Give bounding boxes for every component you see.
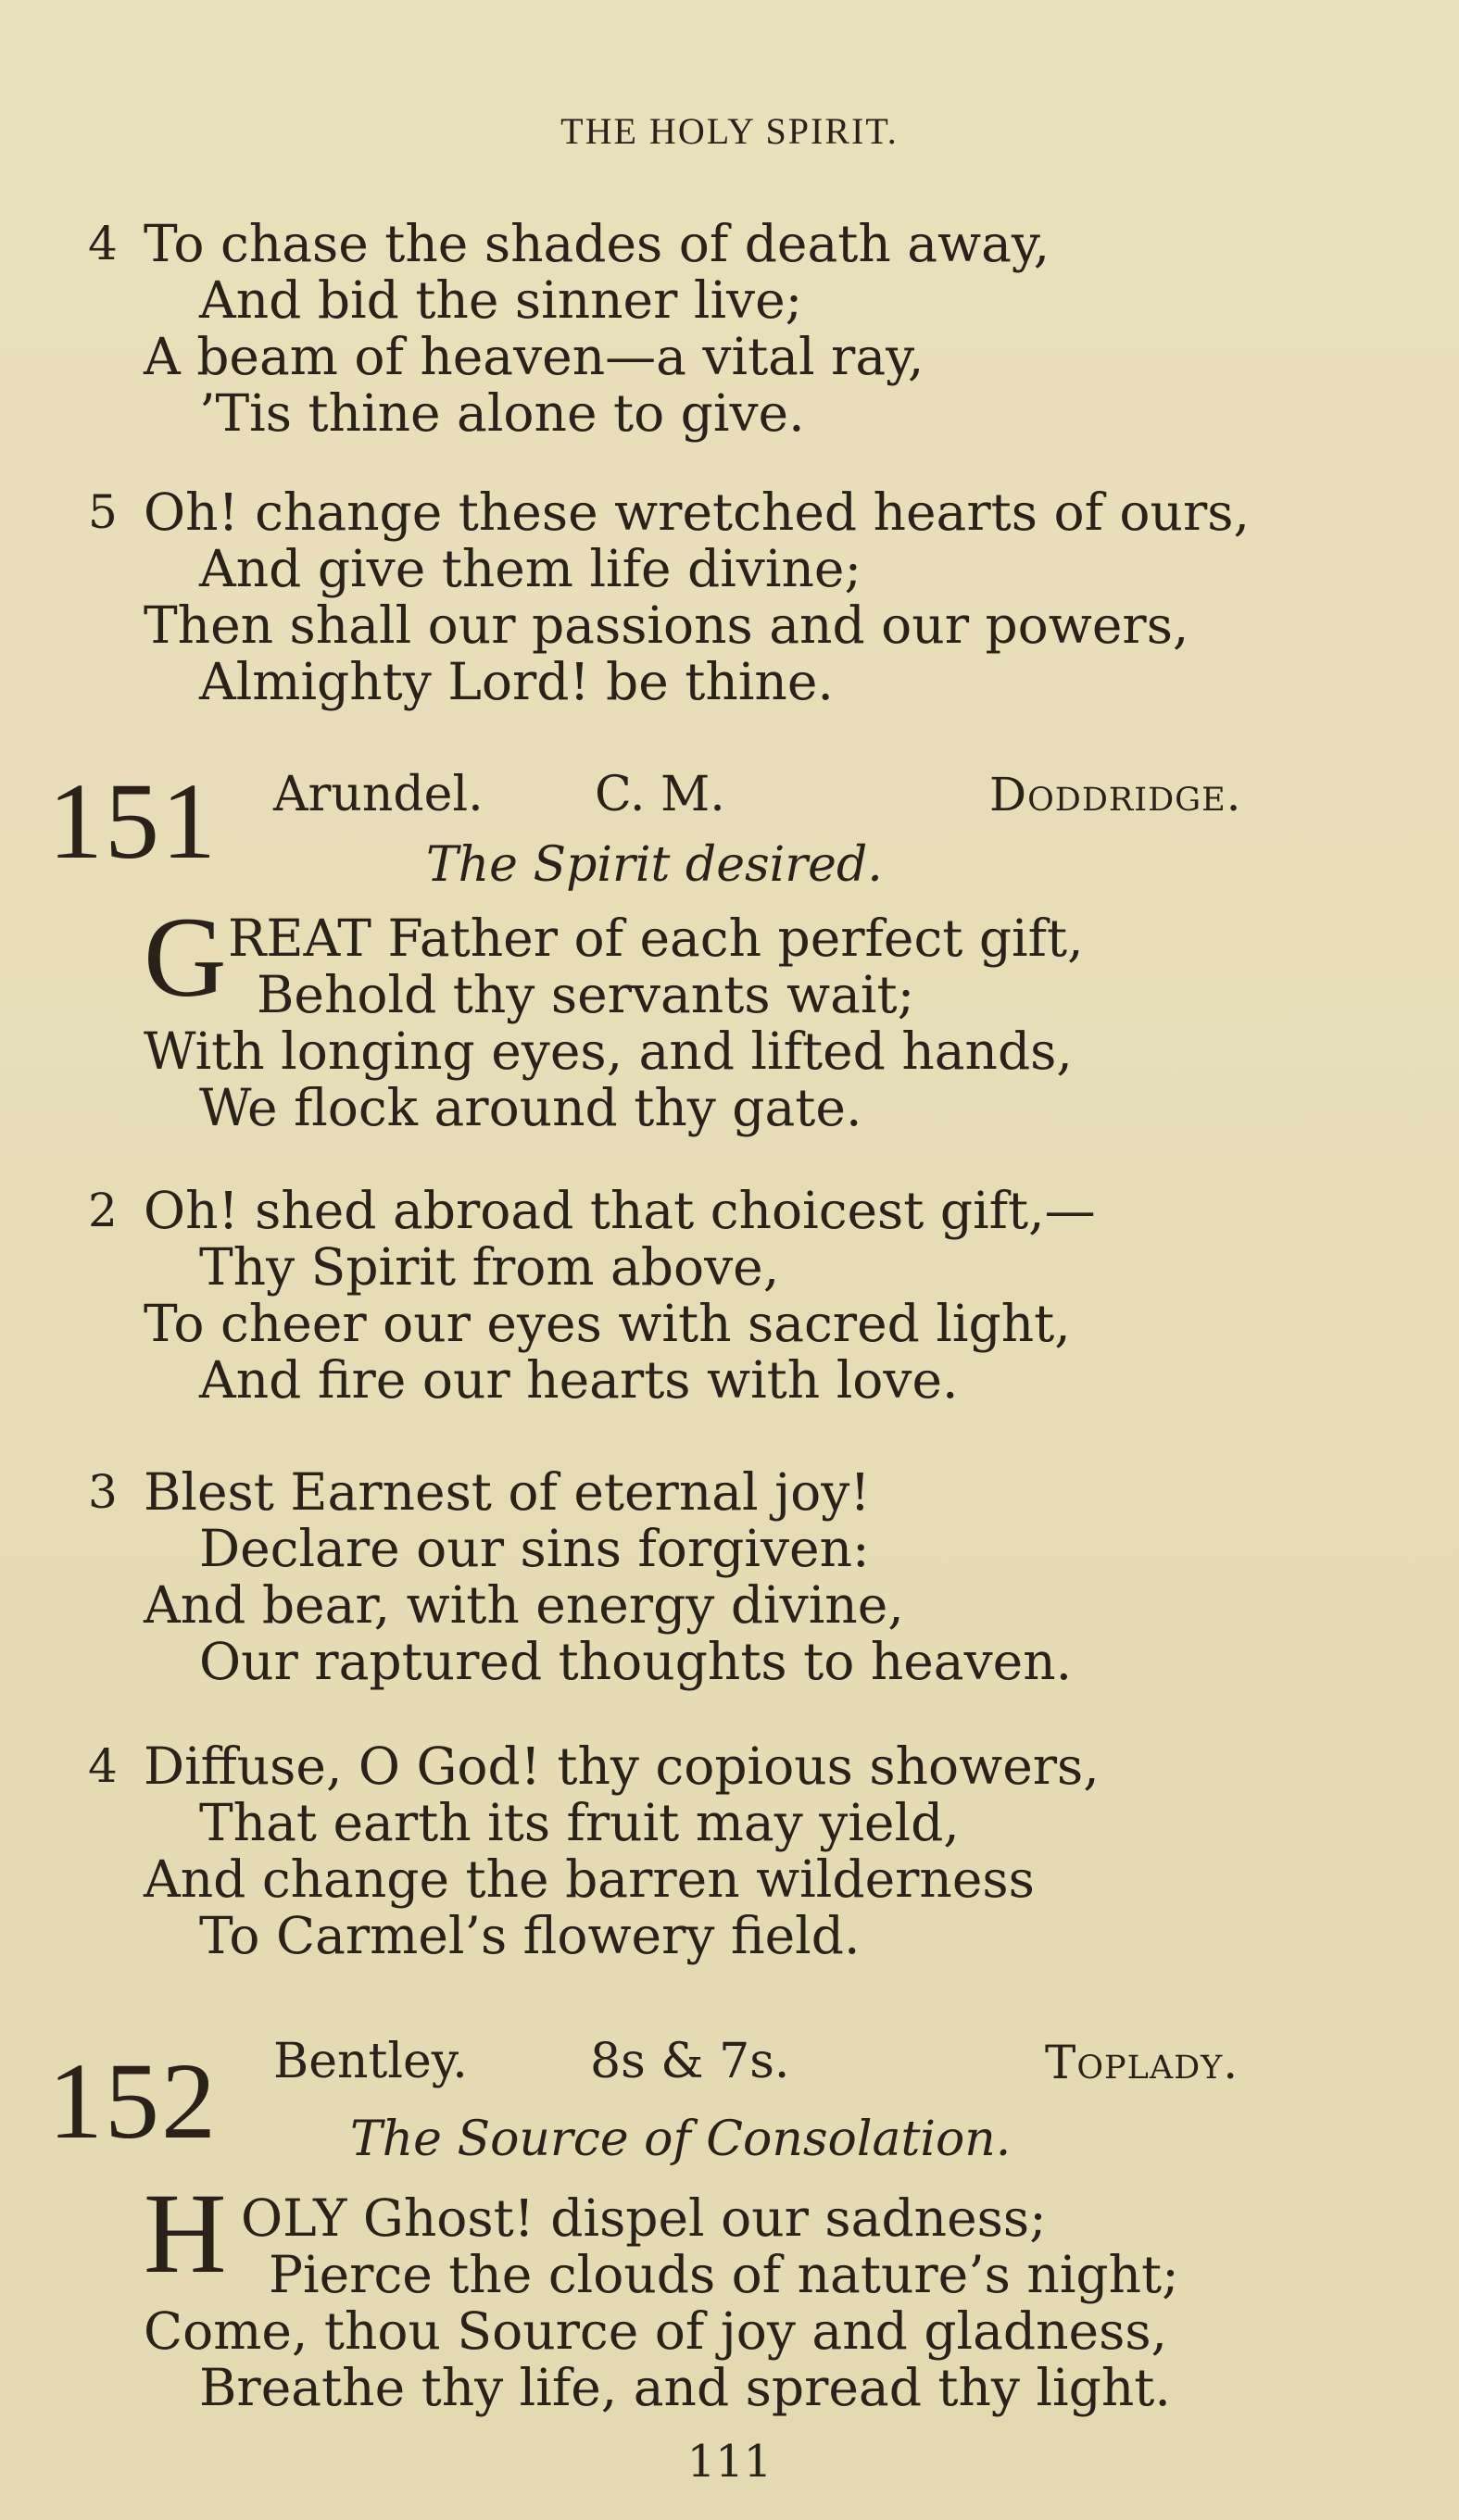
hymn-number: 152 — [48, 2040, 218, 2162]
verse-line: Pierce the clouds of nature’s night; — [269, 2245, 1179, 2304]
verse-line: And fire our hearts with love. — [199, 1350, 959, 1410]
verse-line: A beam of heaven—a vital ray, — [144, 327, 924, 386]
hymn-subtitle: The Source of Consolation. — [350, 2112, 1012, 2167]
hymn-meter: 8s & 7s. — [590, 2034, 790, 2089]
verse-line: Behold thy servants wait; — [257, 965, 915, 1024]
verse-line: And give them life divine; — [199, 539, 862, 598]
verse-line: And bear, with energy divine, — [144, 1575, 904, 1635]
verse-line: With longing eyes, and lifted hands, — [144, 1022, 1073, 1081]
drop-cap: H — [144, 2170, 227, 2297]
verse-line: Then shall our passions and our powers, — [144, 596, 1189, 655]
verse-line: Almighty Lord! be thine. — [199, 652, 834, 711]
hymn-subtitle: The Spirit desired. — [426, 837, 883, 893]
hymn-author: Doddridge. — [989, 768, 1242, 821]
hymn-number: 151 — [48, 760, 218, 882]
verse-line: OLY Ghost! dispel our sadness; — [241, 2188, 1047, 2248]
verse-number: 4 — [88, 217, 118, 270]
verse-line: And change the barren wilderness — [144, 1849, 1035, 1909]
hymn-author: Toplady. — [1045, 2036, 1239, 2089]
verse-line: Diffuse, O God! thy copious showers, — [144, 1736, 1100, 1796]
drop-cap: G — [144, 894, 227, 1021]
hymn-tune: Arundel. — [273, 767, 484, 822]
verse-line: To chase the shades of death away, — [144, 214, 1050, 273]
verse-line: That earth its fruit may yield, — [199, 1793, 960, 1852]
verse-line: Come, thou Source of joy and gladness, — [144, 2301, 1168, 2361]
hymn-meter: C. M. — [595, 767, 725, 822]
verse-line: Oh! shed abroad that choicest gift,— — [144, 1181, 1096, 1240]
verse-line: To Carmel’s flowery field. — [199, 1906, 861, 1965]
verse-line: Our raptured thoughts to heaven. — [199, 1632, 1073, 1691]
verse-line: We flock around thy gate. — [199, 1078, 862, 1137]
verse-line: Blest Earnest of eternal joy! — [144, 1462, 871, 1522]
verse-number: 5 — [88, 485, 118, 539]
verse-line: Declare our sins forgiven: — [199, 1519, 870, 1578]
verse-number: 2 — [88, 1184, 118, 1237]
running-head: THE HOLY SPIRIT. — [560, 110, 899, 152]
verse-line: REAT Father of each perfect gift, — [228, 909, 1084, 968]
verse-line: Oh! change these wretched hearts of ours, — [144, 483, 1250, 542]
verse-number: 3 — [88, 1465, 118, 1519]
page-number: 111 — [686, 2436, 773, 2488]
verse-line: Breathe thy life, and spread thy light. — [199, 2358, 1171, 2417]
verse-line: And bid the sinner live; — [199, 270, 803, 330]
verse-line: ’Tis thine alone to give. — [199, 383, 805, 443]
verse-line: Thy Spirit from above, — [199, 1237, 780, 1297]
hymn-tune: Bentley. — [273, 2034, 468, 2089]
verse-line: To cheer our eyes with sacred light, — [144, 1294, 1071, 1353]
verse-number: 4 — [88, 1739, 118, 1793]
